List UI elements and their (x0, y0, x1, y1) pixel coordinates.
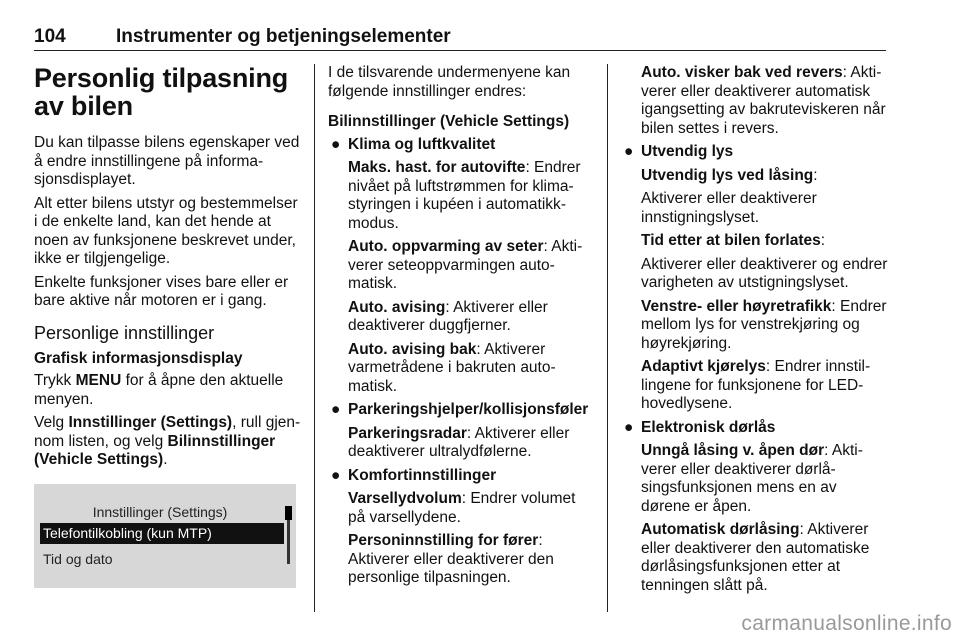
display-selected-item: Telefontilkobling (kun MTP) (40, 523, 284, 544)
display-scrollbar-thumb (285, 506, 292, 520)
setting-entry: Auto. oppvarming av seter: Aktiverer seteoppvarmingen automatisk. (348, 238, 583, 292)
setting-entry: Automatisk dørlåsing: Aktiverer eller deaktiverer den automatiske dørlåsingsfunksjonen etter at tenningen slått på. (641, 521, 870, 594)
column-1 (34, 64, 302, 588)
section-heading-display: Grafisk informasjonsdisplay (34, 349, 243, 367)
list-item-parking (328, 401, 593, 462)
submenu-intro: I de tilsvarende undermenyene kan følgende innstillinger endres: (328, 64, 571, 100)
setting-entry-rear-wiper: Auto. visker bak ved revers: Aktiverer eller deaktiverer automatisk igangsetting av bakruteviskeren når bilen settes i revers. (641, 64, 886, 137)
bullet-icon: ● (331, 135, 341, 153)
list-item-heading: Parkeringshjelper/kollisjonsføler (348, 401, 589, 418)
running-title: Instrumenter og betjeningselementer (116, 26, 451, 47)
setting-entry: Unngå låsing v. åpen dør: Aktiverer eller deaktiverer dørlåsingsfunksjonen mens en av dørene er åpen. (641, 442, 863, 515)
watermark: carmanualsonline.info (741, 612, 952, 635)
setting-entry-description: Aktiverer eller deaktiverer og endrer varigheten av utstigningslyset. (641, 255, 888, 291)
column-divider-2 (607, 64, 608, 612)
setting-entry: Venstre- eller høyretrafikk: Endrer mellom lys for venstrekjøring og høyrekjøring. (641, 297, 887, 352)
setting-entry: Maks. hast. for autovifte: Endrer nivået på luftstrømmen for klimastyringen i kupéen i automatikkmodus. (348, 159, 581, 232)
intro-paragraph-1: Du kan tilpasse bilens egenskaper ved å endre innstillingene på informasjonsdisplayet. (34, 134, 300, 188)
display-menu-item: Tid og dato (43, 550, 113, 567)
page-title: Personlig tilpasning av bilen (34, 63, 289, 121)
setting-entry: Auto. avising: Aktiverer eller deaktiverer duggfjerner. (348, 298, 548, 334)
display-menu-title: Innstillinger (Settings) (92, 503, 228, 520)
menu-key-label: MENU (75, 372, 122, 389)
bullet-icon: ● (331, 466, 341, 484)
setting-entry: Personinnstilling for fører: Aktiverer eller deaktiverer den personlige tilpasningen. (348, 532, 554, 586)
setting-entry-description: Aktiverer eller deaktiverer innstigningslyset. (641, 190, 817, 226)
display-screenshot (34, 484, 296, 588)
instruction-select: Velg Innstillinger (Settings), rull gjennom listen, og velg Bilinnstillinger (Vehicle Settings). (34, 414, 301, 468)
bullet-icon: ● (624, 143, 634, 160)
column-2 (328, 64, 593, 593)
bullet-icon: ● (331, 401, 341, 418)
header-rule (34, 50, 886, 51)
setting-entry: Varsellydvolum: Endrer volumet på varsellydene. (348, 490, 576, 526)
list-item-comfort (328, 467, 593, 588)
column-divider-1 (314, 64, 315, 612)
list-item-climate (328, 136, 593, 397)
section-subtitle: Personlige innstillinger (34, 322, 215, 343)
list-item-exterior-lights (621, 143, 889, 414)
setting-entry: Auto. avising bak: Aktiverer varmetrådene i bakruten automatisk. (348, 340, 556, 395)
intro-paragraph-2: Alt etter bilens utstyr og bestemmelser i de enkelte land, kan det hende at noen av funksjonene beskrevet under, ikke er tilgjengelige. (34, 194, 298, 267)
list-item-heading: Komfortinnstillinger (348, 466, 497, 484)
instruction-menu: Trykk MENU for å åpne den aktuelle menyen. (34, 372, 284, 408)
setting-entry-title: Tid etter at bilen forlates: (641, 232, 826, 249)
page-number: 104 (34, 26, 66, 47)
setting-entry: Adaptivt kjørelys: Endrer innstillingene for funksjonene for LED-hovedlysene. (641, 358, 871, 412)
list-item-heading: Utvendig lys (641, 143, 734, 160)
setting-entry-title: Utvendig lys ved låsing: (641, 166, 818, 184)
setting-entry: Parkeringsradar: Aktiverer eller deaktiverer ultralydfølerne. (348, 424, 570, 460)
section-heading-vehicle-settings: Bilinnstillinger (Vehicle Settings) (328, 113, 570, 130)
bullet-icon: ● (624, 418, 634, 436)
intro-paragraph-3: Enkelte funksjoner vises bare eller er bare aktive når motoren er i gang. (34, 273, 289, 309)
list-item-heading: Elektronisk dørlås (641, 418, 776, 436)
page-header (34, 22, 886, 50)
list-item-heading: Klima og luftkvalitet (348, 135, 496, 153)
list-item-door-lock (621, 419, 889, 596)
column-3 (621, 64, 889, 600)
